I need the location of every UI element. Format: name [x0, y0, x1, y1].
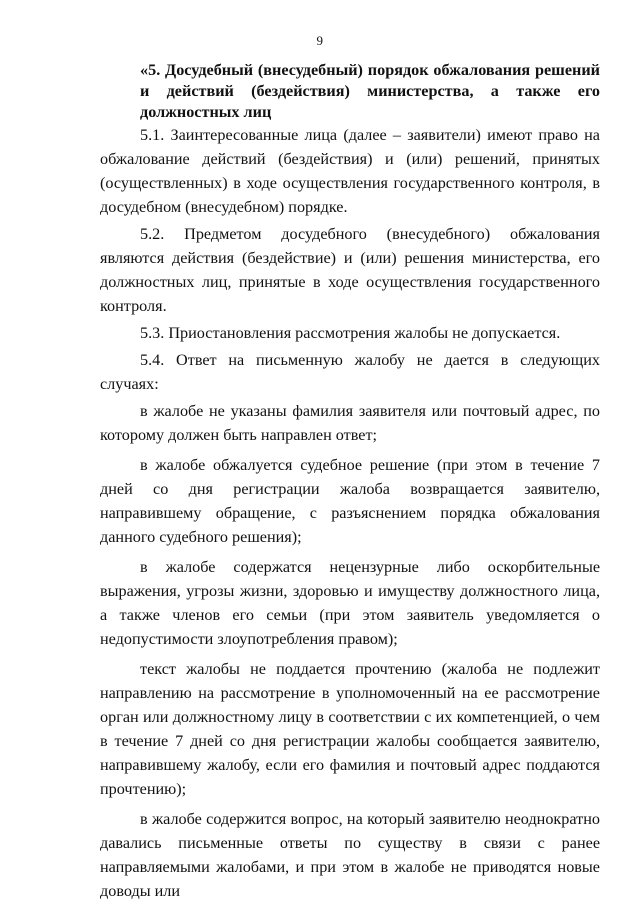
paragraph-5-3: 5.3. Приостановления рассмотрения жалобы не допускается.	[140, 324, 561, 342]
list-item-repeated-question: в жалобе содержится вопрос, на который заявителю неоднократно давались письменные ответы по существу в связи с ранее направляемыми жалобами, и при этом в жалобе не приводятся новые доводы или	[100, 810, 600, 900]
list-item-court-decision: в жалобе обжалуется судебное решение (при этом в течение 7 дней со дня регистрации жалоба возвращается заявителю, направившему обращение, с разъяснением порядка обжалования данного судебного решения);	[100, 456, 600, 546]
page-number: 9	[316, 33, 324, 48]
paragraph-5-1: 5.1. Заинтересованные лица (далее – заявители) имеют право на обжалование действий (бездействия) и (или) решений, принятых (осуществленных) в ходе осуществления государственного контроля, в досудебном (внесудебном) порядке.	[100, 126, 600, 216]
section-body	[100, 123, 600, 903]
list-item-offensive-language: в жалобе содержатся нецензурные либо оскорбительные выражения, угрозы жизни, здоровью и имуществу должностного лица, а также членов его семьи (при этом заявитель уведомляется о недопустимости злоупотребления правом);	[100, 558, 600, 648]
list-item-illegible-text: текст жалобы не поддается прочтению (жалоба не подлежит направлению на рассмотрение в уполномоченный на ее рассмотрение орган или должностному лицу в соответствии с их компетенцией, о чем в течение 7 дней со дня регистрации жалобы сообщается заявителю, направившему жалобу, если его фамилия и почтовый адрес поддаются прочтению);	[100, 660, 600, 798]
section-heading: «5. Досудебный (внесудебный) порядок обжалования решений и действий (бездействия) министерства, а также его должностных лиц	[140, 61, 600, 121]
list-item-no-name-or-address: в жалобе не указаны фамилия заявителя или почтовый адрес, по которому должен быть направлен ответ;	[100, 402, 600, 444]
paragraph-5-2: 5.2. Предметом досудебного (внесудебного) обжалования являются действия (бездействие) и (или) решения министерства, его должностных лиц, принятые в ходе осуществления государственного контроля.	[100, 225, 600, 315]
paragraph-5-4: 5.4. Ответ на письменную жалобу не дается в следующих случаях:	[100, 351, 600, 393]
